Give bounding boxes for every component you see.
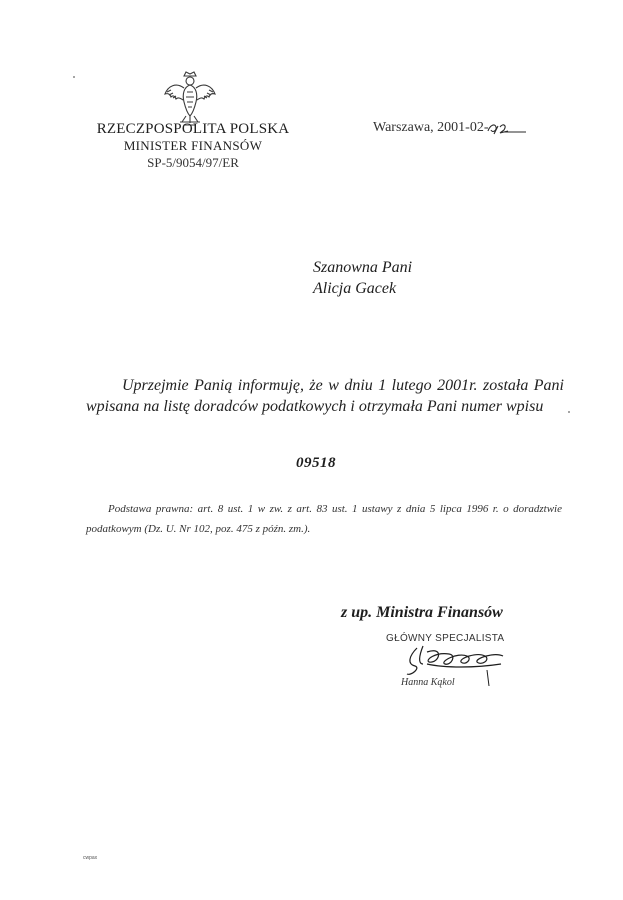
addressee-salutation: Szanowna Pani — [313, 259, 413, 276]
scan-speck — [73, 76, 75, 78]
handwritten-date-day — [486, 118, 528, 138]
body-paragraph: Uprzejmie Panią informuję, że w dniu 1 lutego 2001r. została Pani wpisana na listę doradców podatkowych i otrzymała Pani numer wpisu — [86, 377, 564, 415]
legal-basis: Podstawa prawna: art. 8 ust. 1 w zw. z art. 83 ust. 1 ustawy z dnia 5 lipca 1996 r. o doradztwie podatkowym (Dz. U. Nr 102, poz. 475 z późn. zm.). — [86, 503, 562, 535]
registration-number: 09518 — [296, 455, 336, 471]
handwritten-signature — [405, 642, 510, 692]
reference-number: SP-5/9054/97/ER — [147, 155, 239, 170]
place-date: Warszawa, 2001-02- — [373, 120, 489, 135]
signature-name: Hanna Kąkol — [401, 677, 455, 688]
addressee-name: Alicja Gacek — [313, 280, 397, 297]
scan-speck — [568, 411, 570, 413]
office-heading: MINISTER FINANSÓW — [123, 138, 263, 153]
footer-code: cwpax — [83, 855, 98, 861]
signature-title: GŁÓWNY SPECJALISTA — [386, 633, 505, 644]
signature-on-behalf: z up. Ministra Finansów — [341, 604, 503, 621]
country-heading: RZECZPOSPOLITA POLSKA — [96, 121, 290, 137]
polish-eagle-emblem-icon — [162, 70, 218, 128]
